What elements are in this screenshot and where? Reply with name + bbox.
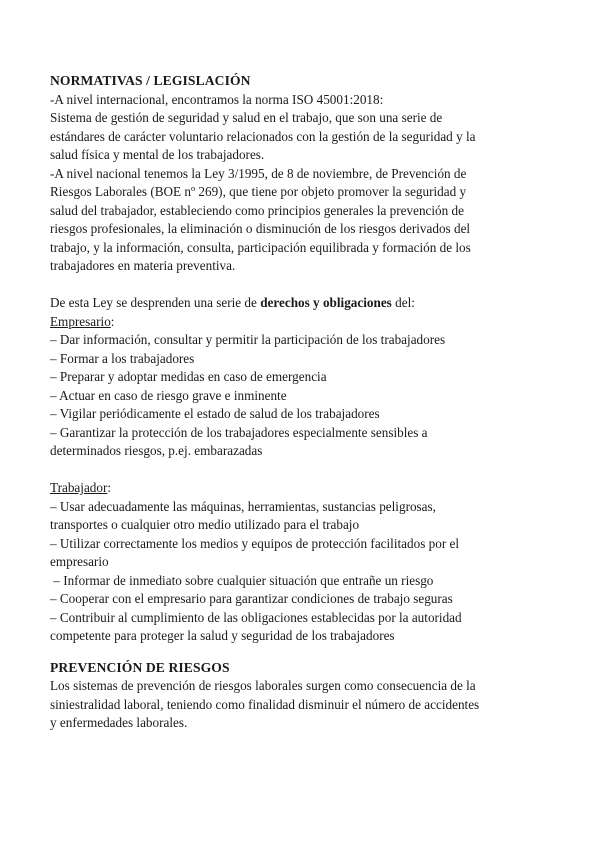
prevencion-paragraph <box>50 677 562 733</box>
spacer <box>50 461 562 480</box>
list-item: – Garantizar la protección de los trabajadores especialmente sensibles a <box>50 424 428 440</box>
list-item: – Formar a los trabajadores <box>50 350 195 366</box>
list-item: determinados riesgos, p.ej. embarazadas <box>50 443 263 458</box>
text-line: riesgos profesionales, la eliminación o disminución de los riesgos derivados del <box>50 221 471 236</box>
trabajador-colon: : <box>107 480 112 495</box>
text-line: trabajo, y la información, consulta, participación equilibrada y formación de los <box>50 239 471 255</box>
list-item: empresario <box>50 554 109 569</box>
text-line: Sistema de gestión de seguridad y salud en el trabajo, que son una serie de <box>50 110 443 125</box>
empresario-label: Empresario <box>50 313 111 329</box>
empresario-colon: : <box>110 313 115 329</box>
trabajador-list <box>50 498 562 646</box>
spacer <box>50 276 562 295</box>
empresario-list <box>50 331 562 461</box>
text-line: trabajadores en materia preventiva. <box>50 258 236 273</box>
text-line: -A nivel internacional, encontramos la norma ISO 45001:2018: <box>50 91 384 107</box>
list-item: – Vigilar periódicamente el estado de salud de los trabajadores <box>50 406 380 421</box>
section-heading-normativas: NORMATIVAS / LEGISLACIÓN <box>50 73 251 88</box>
text-line: Riesgos Laborales (BOE nº 269), que tiene por objeto promover la seguridad y <box>50 184 467 199</box>
intro-tail: del: <box>391 295 415 310</box>
document-page <box>50 72 562 733</box>
text-line: siniestralidad laboral, teniendo como finalidad disminuir el número de accidentes <box>50 696 480 712</box>
list-item: – Informar de inmediato sobre cualquier situación que entrañe un riesgo <box>50 572 434 588</box>
text-line: -A nivel nacional tenemos la Ley 3/1995, de 8 de noviembre, de Prevención de <box>50 165 467 181</box>
list-item: transportes o cualquier otro medio utilizado para el trabajo <box>50 517 360 532</box>
list-item: – Utilizar correctamente los medios y equipos de protección facilitados por el <box>50 535 460 551</box>
intro-text: De esta Ley se desprenden una serie de <box>50 295 261 310</box>
list-item: competente para proteger la salud y seguridad de los trabajadores <box>50 628 395 643</box>
intro-line <box>50 294 562 313</box>
list-item: – Contribuir al cumplimiento de las obligaciones establecidas por la autoridad <box>50 609 462 625</box>
empresario-heading <box>50 313 562 332</box>
list-item: – Preparar y adoptar medidas en caso de emergencia <box>50 369 327 384</box>
list-item: – Usar adecuadamente las máquinas, herramientas, sustancias peligrosas, <box>50 498 436 514</box>
text-line: salud del trabajador, estableciendo como principios generales la prevención de <box>50 202 464 218</box>
text-line: Los sistemas de prevención de riesgos laborales surgen como consecuencia de la <box>50 678 476 693</box>
intro-bold-text: derechos y obligaciones <box>260 295 392 310</box>
text-line: salud física y mental de los trabajadores. <box>50 147 265 162</box>
list-item: – Actuar en caso de riesgo grave e inminente <box>50 387 287 403</box>
trabajador-heading <box>50 479 562 498</box>
normativas-paragraph <box>50 91 562 276</box>
list-item: – Dar información, consultar y permitir la participación de los trabajadores <box>50 332 446 347</box>
text-line: y enfermedades laborales. <box>50 715 188 730</box>
spacer <box>50 646 562 659</box>
section-heading-prevencion: PREVENCIÓN DE RIESGOS <box>50 659 230 675</box>
text-line: estándares de carácter voluntario relacionados con la gestión de la seguridad y la <box>50 128 476 144</box>
list-item: – Cooperar con el empresario para garantizar condiciones de trabajo seguras <box>50 591 453 606</box>
trabajador-label: Trabajador <box>50 480 108 495</box>
